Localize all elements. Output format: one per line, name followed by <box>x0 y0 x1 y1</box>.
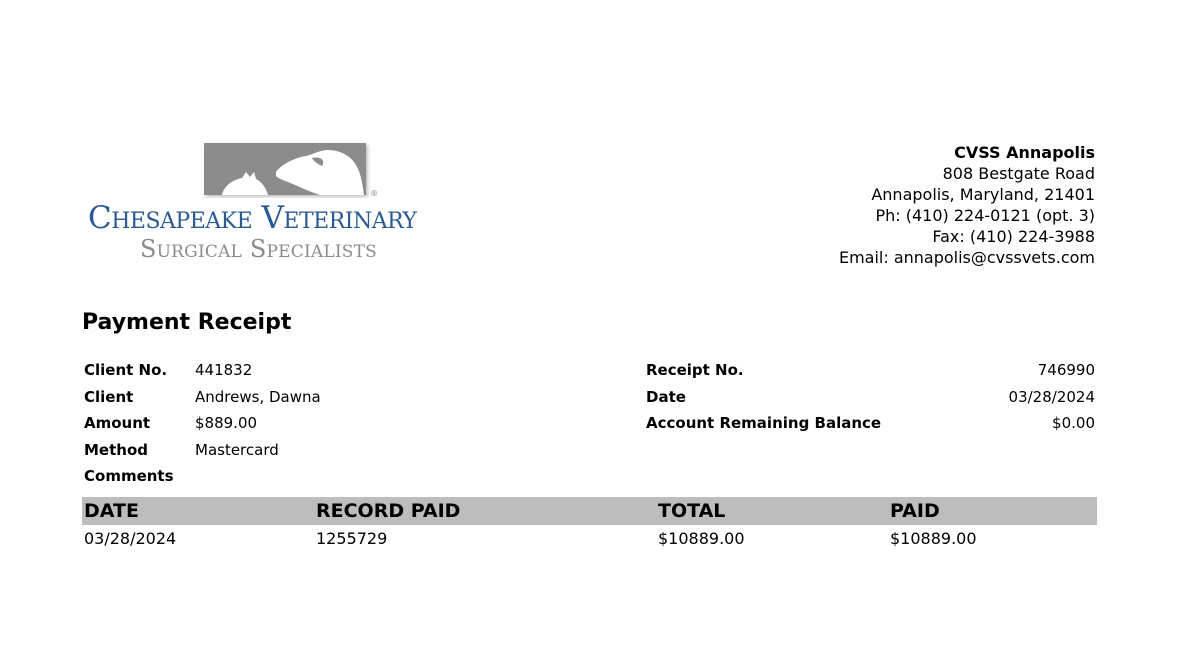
method-row <box>84 437 321 464</box>
client-no-row <box>84 357 321 384</box>
table-row <box>82 525 1097 555</box>
clinic-address-line2: Annapolis, Maryland, 21401 <box>871 185 1095 204</box>
receipt-no-label: Receipt No. <box>646 361 744 379</box>
column-header-total: TOTAL <box>656 497 888 525</box>
date-row <box>646 384 1095 411</box>
cell-record-paid: 1255729 <box>316 529 388 548</box>
client-details <box>84 357 321 490</box>
client-label: Client <box>84 387 134 406</box>
amount-row <box>84 410 321 437</box>
balance-row <box>646 410 1095 437</box>
payment-records-table <box>82 497 1097 555</box>
date-value: 03/28/2024 <box>1008 387 1095 406</box>
balance-label: Account Remaining Balance <box>646 414 882 432</box>
method-label: Method <box>84 440 148 459</box>
clinic-name: CVSS Annapolis <box>954 143 1095 162</box>
column-header-date: DATE <box>82 497 314 525</box>
clinic-fax: Fax: (410) 224-3988 <box>932 227 1095 246</box>
client-row <box>84 384 321 411</box>
client-value: Andrews, Dawna <box>195 387 321 406</box>
cell-date: 03/28/2024 <box>84 529 177 548</box>
column-header-paid: PAID <box>888 497 1097 525</box>
receipt-no-value: 746990 <box>1037 361 1095 379</box>
amount-label: Amount <box>84 414 151 432</box>
cell-total: $10889.00 <box>658 529 745 548</box>
client-no-label: Client No. <box>84 361 168 379</box>
receipt-details <box>646 357 1095 437</box>
amount-value: $889.00 <box>195 414 258 432</box>
cell-paid: $10889.00 <box>890 529 977 548</box>
balance-value: $0.00 <box>1052 414 1095 432</box>
client-no-value: 441832 <box>195 361 253 379</box>
table-header-row <box>82 497 1097 525</box>
svg-text:®: ® <box>370 189 378 198</box>
column-header-record-paid: RECORD PAID <box>314 497 656 525</box>
clinic-logo <box>88 140 488 270</box>
clinic-email: Email: annapolis@cvssvets.com <box>838 248 1095 267</box>
method-value: Mastercard <box>195 440 279 459</box>
dog-silhouette-icon <box>202 142 378 198</box>
comments-row <box>84 463 321 490</box>
clinic-address-block <box>839 142 1095 268</box>
logo-text-line1: Chesapeake Veterinary <box>88 200 417 236</box>
receipt-no-row <box>646 357 1095 384</box>
comments-label: Comments <box>84 467 174 485</box>
date-label: Date <box>646 387 686 406</box>
clinic-address-line1: 808 Bestgate Road <box>942 164 1095 183</box>
page-title: Payment Receipt <box>82 310 292 335</box>
clinic-phone: Ph: (410) 224-0121 (opt. 3) <box>875 206 1095 225</box>
logo-text-line2: Surgical Specialists <box>140 235 377 263</box>
